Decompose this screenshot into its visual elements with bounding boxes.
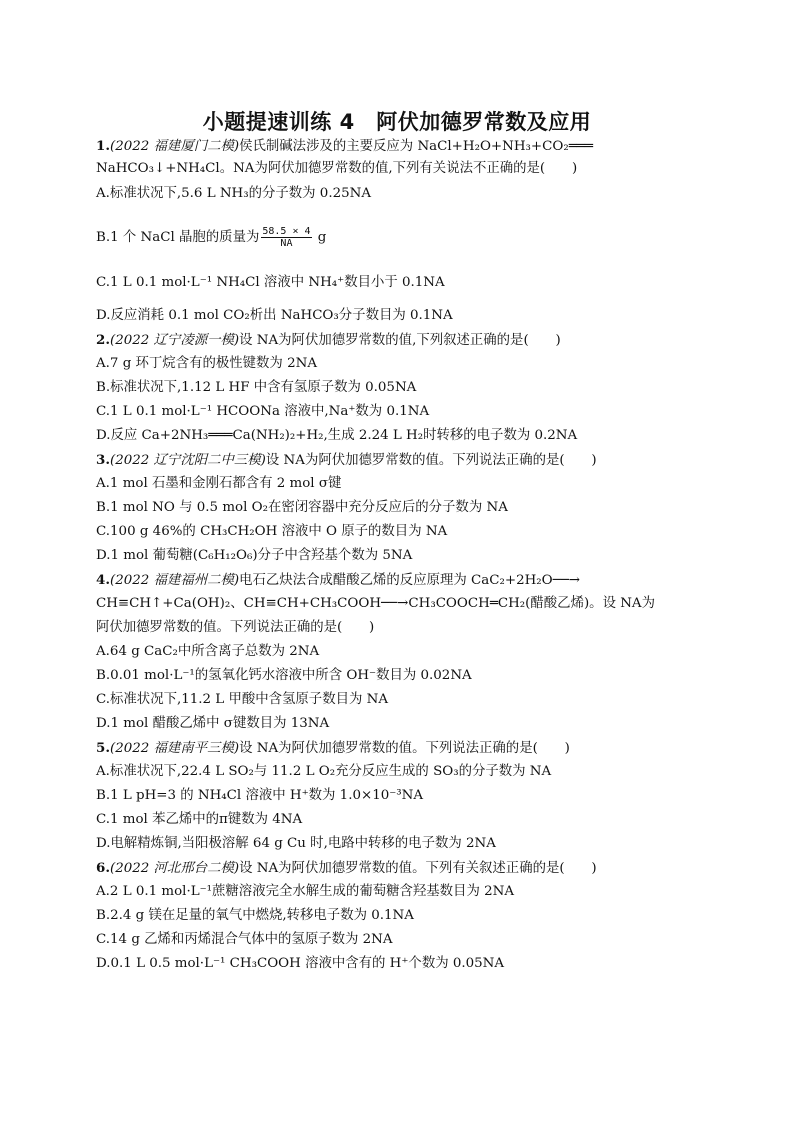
question-stem [96,330,561,351]
line-text: A.1 mol 石墨和金刚石都含有 2 mol σ键 [96,476,342,491]
question-line [96,184,371,204]
question-number: 4. [96,572,110,588]
question-line [96,786,423,806]
question-line [96,226,326,249]
line-text: D.0.1 L 0.5 mol·L⁻¹ CH₃COOH 溶液中含有的 H⁺个数为 0.05NA [96,956,505,971]
question-number: 5. [96,740,110,756]
line-text: C.14 g 乙烯和丙烯混合气体中的氢原子数为 2NA [96,932,393,947]
line-text: A.2 L 0.1 mol·L⁻¹蔗糖溶液完全水解生成的葡萄糖含羟基数目为 2NA [96,884,515,899]
line-text: B.1 mol NO 与 0.5 mol O₂在密闭容器中充分反应后的分子数为 NA [96,500,508,515]
question-stem [96,858,597,879]
line-text: 设 NA为阿伏加德罗常数的值。下列有关叙述正确的是( ) [239,861,597,876]
question-line [96,522,447,542]
question-line [96,690,388,710]
question-line [96,594,655,614]
question-source: (2022 福建福州二模) [109,573,240,588]
line-text: C.100 g 46%的 CH₃CH₂OH 溶液中 O 原子的数目为 NA [96,524,448,539]
line-text: NaHCO₃↓+NH₄Cl。NA为阿伏加德罗常数的值,下列有关说法不正确的是( ) [96,161,578,176]
line-text: B.2.4 g 镁在足量的氧气中燃烧,转移电子数为 0.1NA [96,908,414,923]
question-source: (2022 辽宁沈阳二中三模) [109,453,266,468]
question-line [96,618,374,638]
question-source: (2022 辽宁凌源一模) [109,333,240,348]
question-stem [96,570,580,591]
question-line [96,882,514,902]
line-text: C.标准状况下,11.2 L 甲酸中含氢原子数目为 NA [96,692,389,707]
question-stem [96,136,593,157]
question-line [96,273,445,293]
line-text: B.1 个 NaCl 晶胞的质量为 [96,230,260,245]
line-text: CH≡CH↑+Ca(OH)₂、CH≡CH+CH₃COOH──→CH₃COOCH═CH₂(醋酸乙烯)。设 NA为 [96,596,655,611]
line-text: D.反应 Ca+2NH₃═══Ca(NH₂)₂+H₂,生成 2.24 L H₂时转移的电子数为 0.2NA [96,428,578,443]
question-line [96,546,412,566]
question-stem [96,738,570,759]
line-text: B.0.01 mol·L⁻¹的氢氧化钙水溶液中所含 OH⁻数目为 0.02NA [96,668,472,683]
question-line [96,378,416,398]
question-line [96,666,472,686]
question-line [96,714,329,734]
line-text: A.64 g CaC₂中所含离子总数为 2NA [96,644,320,659]
line-text: C.1 L 0.1 mol·L⁻¹ HCOONa 溶液中,Na⁺数为 0.1NA [96,404,430,419]
question-number: 2. [96,332,110,348]
question-line [96,354,317,374]
question-source: (2022 河北邢台二模) [109,861,240,876]
question-source: (2022 福建南平三模) [109,741,240,756]
question-stem [96,450,597,471]
fraction-numerator: 58.5 × 4 [262,226,311,237]
line-text: A.标准状况下,5.6 L NH₃的分子数为 0.25NA [96,186,372,201]
line-text: B.1 L pH=3 的 NH₄Cl 溶液中 H⁺数为 1.0×10⁻³NA [96,788,424,803]
question-line [96,474,341,494]
fraction-denominator: NA [280,238,293,249]
question-line [96,426,577,446]
line-text: D.电解精炼铜,当阳极溶解 64 g Cu 时,电路中转移的电子数为 2NA [96,836,496,851]
question-line [96,159,577,179]
question-line [96,810,302,830]
line-text: 电石乙炔法合成醋酸乙烯的反应原理为 CaC₂+2H₂O──→ [239,573,580,588]
line-text: 设 NA为阿伏加德罗常数的值。下列说法正确的是( ) [265,453,597,468]
question-number: 1. [96,138,110,154]
line-text: D.反应消耗 0.1 mol CO₂析出 NaHCO₃分子数目为 0.1NA [96,308,453,323]
question-line [96,498,508,518]
question-line [96,402,429,422]
line-text: B.标准状况下,1.12 L HF 中含有氢原子数为 0.05NA [96,380,417,395]
question-line [96,906,414,926]
question-line [96,834,496,854]
line-text: C.1 mol 苯乙烯中的π键数为 4NA [96,812,303,827]
line-text: 设 NA为阿伏加德罗常数的值,下列叙述正确的是( ) [239,333,561,348]
question-line [96,930,393,950]
line-text: 阿伏加德罗常数的值。下列说法正确的是( ) [96,620,375,635]
line-text: A.标准状况下,22.4 L SO₂与 11.2 L O₂充分反应生成的 SO₃的分子数为 NA [96,764,552,779]
line-text: 侯氏制碱法涉及的主要反应为 NaCl+H₂O+NH₃+CO₂═══ [239,139,593,154]
fraction [261,226,311,249]
question-number: 6. [96,860,110,876]
line-text: A.7 g 环丁烷含有的极性键数为 2NA [96,356,317,371]
question-number: 3. [96,452,110,468]
question-source: (2022 福建厦门二模) [109,139,240,154]
question-line [96,954,504,974]
question-line [96,762,551,782]
line-text: 设 NA为阿伏加德罗常数的值。下列说法正确的是( ) [239,741,570,756]
question-line [96,642,319,662]
line-text: C.1 L 0.1 mol·L⁻¹ NH₄Cl 溶液中 NH₄⁺数目小于 0.1NA [96,275,445,290]
page-title: 小题提速训练 4 阿伏加德罗常数及应用 [202,110,592,134]
line-text: D.1 mol 醋酸乙烯中 σ键数目为 13NA [96,716,330,731]
line-text-tail: g [313,230,327,245]
line-text: D.1 mol 葡萄糖(C₆H₁₂O₆)分子中含羟基个数为 5NA [96,548,413,563]
question-line [96,306,453,326]
